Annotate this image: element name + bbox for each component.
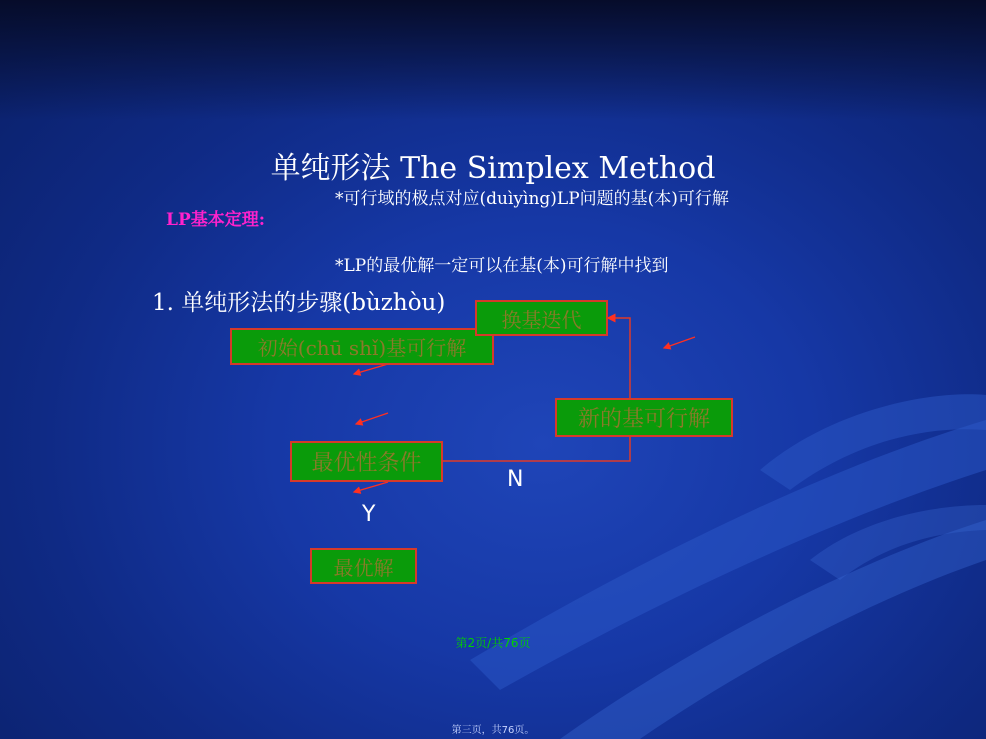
no-label: N <box>507 467 524 492</box>
page-counter: 第2页/共76页 <box>455 636 531 650</box>
arrow-1 <box>354 364 388 374</box>
optimal-solution-box: 最优解 <box>310 548 417 584</box>
slide-title: 单纯形法 The Simplex Method <box>270 151 716 186</box>
page-note: 第三页，共76页。 <box>451 725 535 736</box>
arrow-2 <box>664 337 695 348</box>
arrow-3 <box>356 413 388 424</box>
new-feasible-solution-box: 新的基可行解 <box>555 398 733 437</box>
theorem-statement-1: *可行域的极点对应(duìyìng)LP问题的基(本)可行解 <box>335 189 729 209</box>
arrow-4 <box>354 482 388 492</box>
initial-feasible-solution-box: 初始(chū shǐ)基可行解 <box>230 328 494 365</box>
theorem-statement-2: *LP的最优解一定可以在基(本)可行解中找到 <box>335 256 669 276</box>
lp-theorem-label: LP基本定理: <box>166 210 266 230</box>
steps-heading: 1. 单纯形法的步骤(bùzhòu) <box>152 290 446 316</box>
pivot-iteration-box: 换基迭代 <box>475 300 608 336</box>
optimality-condition-box: 最优性条件 <box>290 441 443 482</box>
yes-label: Y <box>362 502 376 527</box>
